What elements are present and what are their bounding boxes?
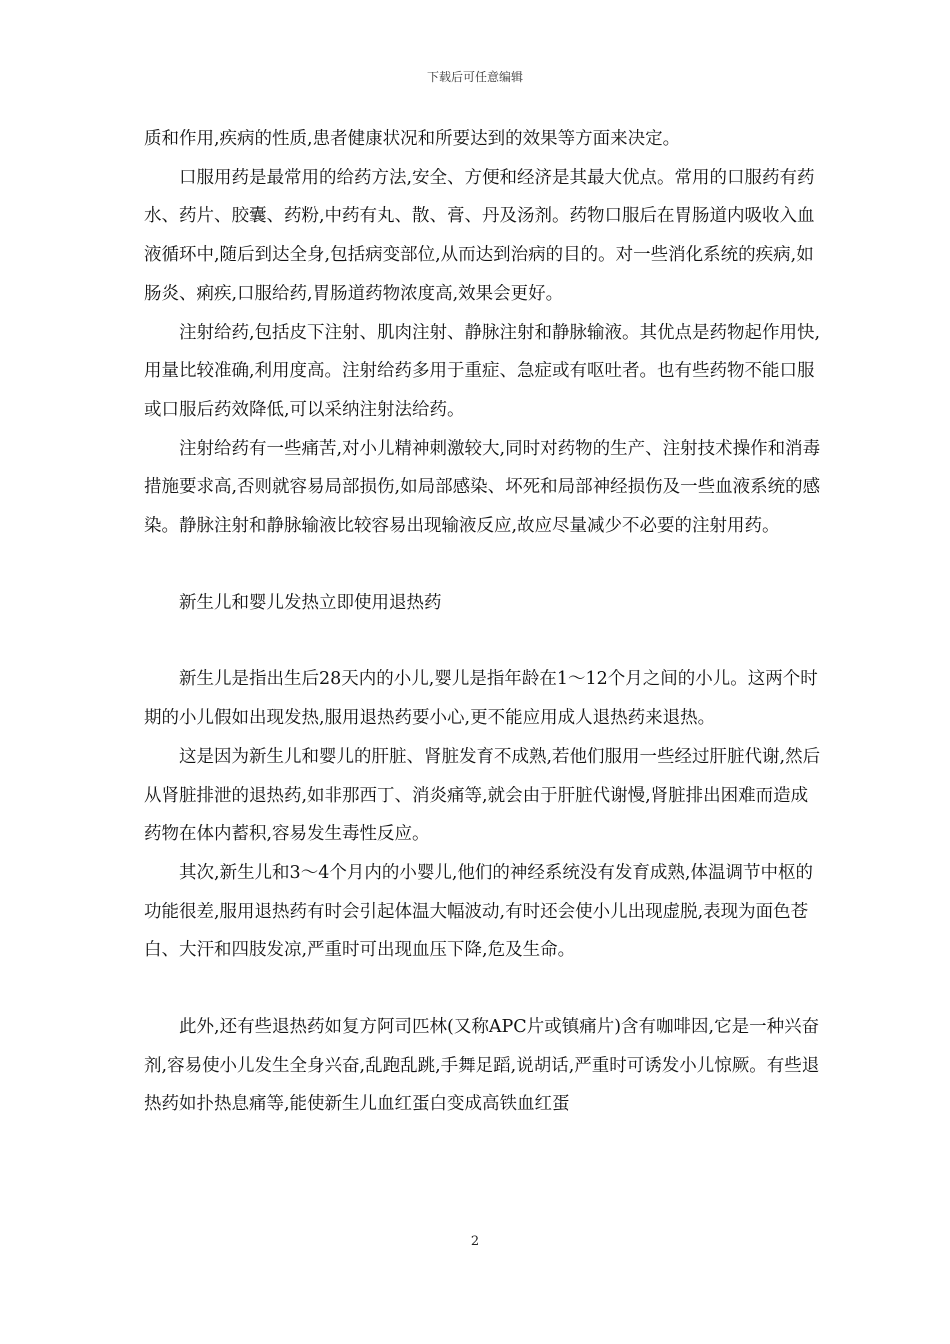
page-number: 2 bbox=[470, 1234, 480, 1249]
document-body bbox=[144, 120, 824, 1124]
paragraph-liver-kidney: 这是因为新生儿和婴儿的肝脏、肾脏发育不成熟,若他们服用一些经过肝脏代谢,然后从肾脏排泄的退热药,如非那西丁、消炎痛等,就会由于肝脏代谢慢,肾脏排出困难而造成药物在体内蓄积,容易发生毒性反应。 bbox=[144, 746, 821, 845]
paragraph-injection: 注射给药,包括皮下注射、肌肉注射、静脉注射和静脉输液。其优点是药物起作用快,用量比较准确,利用度高。注射给药多用于重症、急症或有呕吐者。也有些药物不能口服或口服后药效降低,可以采纳注射法给药。 bbox=[144, 322, 821, 420]
paragraph-nervous-system: 其次,新生儿和3～4个月内的小婴儿,他们的神经系统没有发育成熟,体温调节中枢的功能很差,服用退热药有时会引起体温大幅波动,有时还会使小儿出现虚脱,表现为面色苍白、大汗和四肢发凉,严重时可出现血压下降,危及生命。 bbox=[144, 862, 813, 961]
paragraph-spacer bbox=[144, 546, 824, 584]
paragraph-newborn-definition: 新生儿是指出生后28天内的小儿,婴儿是指年龄在1～12个月之间的小儿。这两个时期的小儿假如出现发热,服用退热药要小心,更不能应用成人退热药来退热。 bbox=[144, 669, 818, 729]
page-header: 下载后可任意编辑 bbox=[426, 70, 523, 84]
paragraph-compound-aspirin: 此外,还有些退热药如复方阿司匹林(又称APC片或镇痛片)含有咖啡因,它是一种兴奋剂,容易使小儿发生全身兴奋,乱跑乱跳,手舞足蹈,说胡话,严重时可诱发小儿惊厥。有些退热药如扑热息痛等,能使新生儿血红蛋白变成高铁血红蛋 bbox=[144, 1017, 820, 1115]
paragraph-continuation: 质和作用,疾病的性质,患者健康状况和所要达到的效果等方面来决定。 bbox=[144, 129, 681, 149]
paragraph-spacer bbox=[144, 622, 824, 660]
paragraph-spacer bbox=[144, 970, 824, 1008]
paragraph-injection-drawbacks: 注射给药有一些痛苦,对小儿精神刺激较大,同时对药物的生产、注射技术操作和消毒措施要求高,否则就容易局部损伤,如局部感染、坏死和局部神经损伤及一些血液系统的感染。静脉注射和静脉输液比较容易出现输液反应,故应尽量减少不必要的注射用药。 bbox=[144, 438, 821, 537]
section-heading: 新生儿和婴儿发热立即使用退热药 bbox=[179, 592, 442, 613]
paragraph-oral-medication: 口服用药是最常用的给药方法,安全、方便和经济是其最大优点。常用的口服药有药水、药片、胶囊、药粉,中药有丸、散、膏、丹及汤剂。药物口服后在胃肠道内吸收入血液循环中,随后到达全身,包括病变部位,从而达到治病的目的。对一些消化系统的疾病,如肠炎、痢疾,口服给药,胃肠道药物浓度高,效果会更好。 bbox=[144, 167, 815, 304]
